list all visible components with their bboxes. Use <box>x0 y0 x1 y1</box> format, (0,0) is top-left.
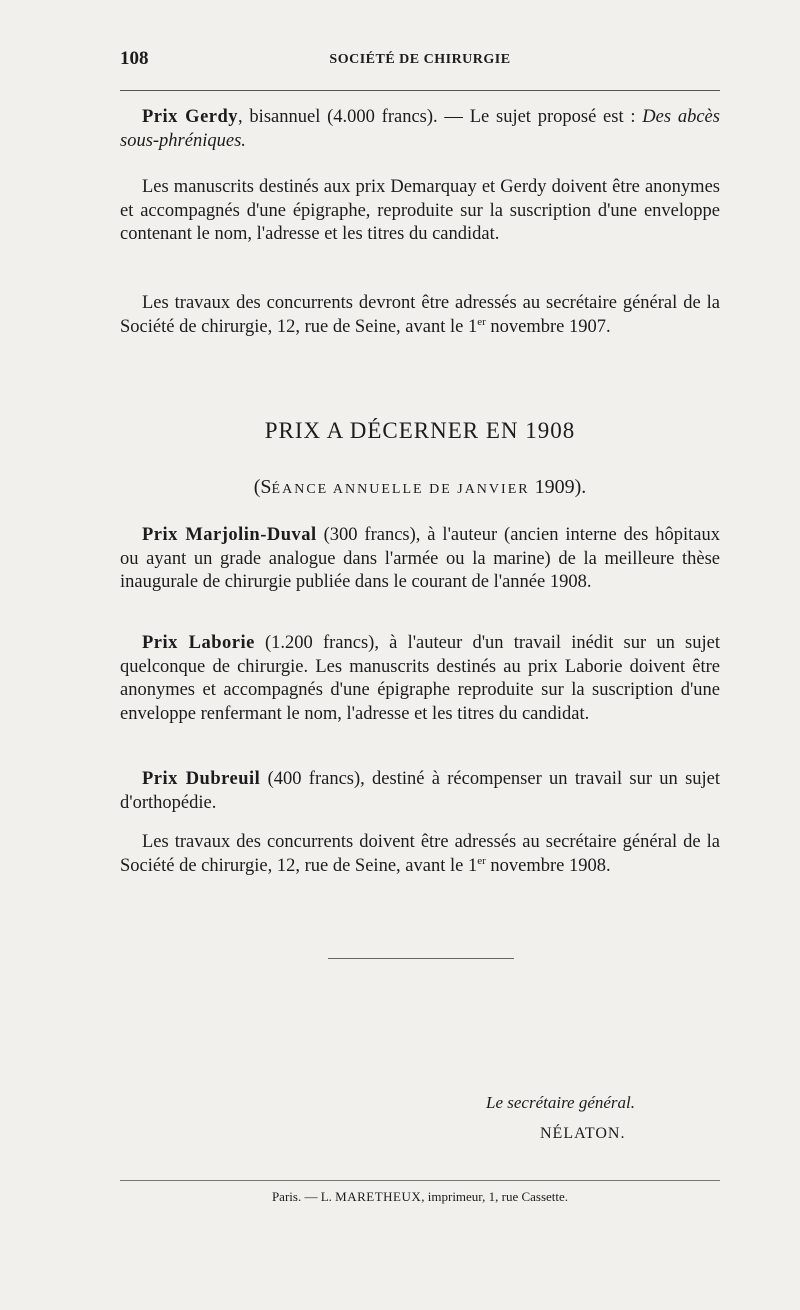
printer-imprint <box>120 1189 720 1205</box>
gerdy-subject: Des abcès sous-phréniques. <box>120 107 720 151</box>
works-1907-end: novembre 1907. <box>485 316 611 337</box>
dubreuil-paragraph <box>120 768 720 815</box>
works-1908-paragraph <box>120 831 720 878</box>
printer-prefix: Paris. — L. <box>271 1189 336 1204</box>
page-number: 108 <box>120 48 149 69</box>
session-subheading <box>120 476 720 499</box>
works-1907-text: Les travaux des concurrents devront être adressés au secrétaire général de la Société de chirurgie, 12, rue de Seine, avant le 1 <box>120 293 720 337</box>
gerdy-paragraph <box>120 106 720 153</box>
marjolin-paragraph <box>120 524 720 595</box>
page-header <box>120 48 720 72</box>
section-end-rule <box>328 958 514 959</box>
works-1908-sup: er <box>477 854 486 867</box>
works-1908-end: novembre 1908. <box>485 855 611 876</box>
session-small-caps: ÉANCE ANNUELLE DE JANVIER <box>271 482 530 497</box>
marjolin-prize-name: Prix Marjolin-Duval <box>142 525 317 545</box>
gerdy-text: , bisannuel (4.000 francs). — Le sujet proposé est : <box>238 107 643 127</box>
laborie-text: (1.200 francs), à l'auteur d'un travail inédit sur un sujet quelconque de chirurgie. Les manuscrits destinés au prix Laborie doivent être anonymes et accompagnés d'une épigraphe reproduite sur la suscription d'une enveloppe renfermant le nom, l'adresse et les titres du candidat. <box>120 633 720 724</box>
dubreuil-prize-name: Prix Dubreuil <box>142 769 261 789</box>
session-open: (S <box>253 476 272 498</box>
dubreuil-text: (400 francs), destiné à récompenser un travail sur un sujet d'orthopédie. <box>120 769 721 813</box>
header-rule <box>120 90 720 91</box>
printer-name: MARETHEUX <box>335 1189 422 1204</box>
laborie-prize-name: Prix Laborie <box>142 633 255 653</box>
footer-rule <box>120 1180 720 1181</box>
printer-suffix: , imprimeur, 1, rue Cassette. <box>421 1189 569 1204</box>
works-1907-sup: er <box>477 315 486 328</box>
marjolin-text: (300 francs), à l'auteur (ancien interne des hôpitaux ou ayant un grade analogue dans l'armée ou la marine) de la meilleure thèse inaugurale de chirurgie publiée dans le courant de l'année 1908. <box>120 525 720 592</box>
gerdy-prize-name: Prix Gerdy <box>142 107 239 127</box>
section-heading: PRIX A DÉCERNER EN 1908 <box>264 418 576 443</box>
signature-name: NÉLATON. <box>540 1125 626 1142</box>
session-close: 1909). <box>529 476 587 498</box>
running-title: SOCIÉTÉ DE CHIRURGIE <box>329 52 511 67</box>
laborie-paragraph <box>120 632 720 726</box>
signature-title: Le secrétaire général. <box>486 1093 636 1112</box>
manuscripts-1907-paragraph: Les manuscrits destinés aux prix Demarquay et Gerdy doivent être anonymes et accompagnés d'une épigraphe, reproduite sur la suscription d'une enveloppe contenant le nom, l'adresse et les titres du candidat. <box>120 177 720 244</box>
works-1908-text: Les travaux des concurrents doivent être adressés au secrétaire général de la Société de chirurgie, 12, rue de Seine, avant le 1 <box>120 832 720 876</box>
works-1907-paragraph <box>120 292 720 339</box>
